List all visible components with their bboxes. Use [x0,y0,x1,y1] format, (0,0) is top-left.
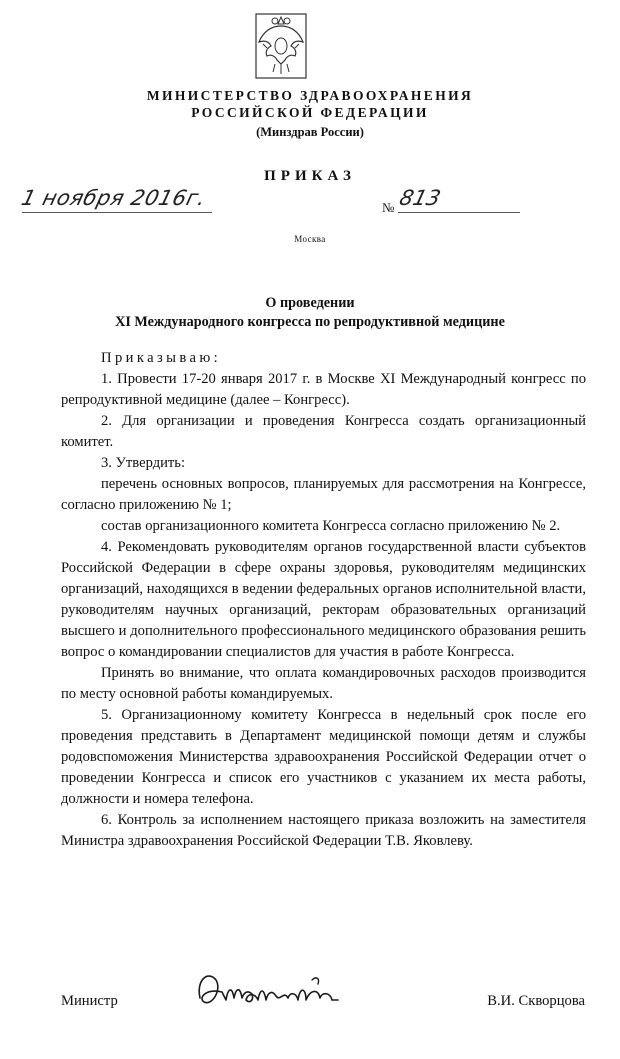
paragraph-4-note: Принять во внимание, что оплата командировочных расходов производится по месту основной работы командируемых. [61,665,586,702]
document-title-line2: XI Международного конгресса по репродуктивной медицине [115,314,505,330]
paragraph-6: 6. Контроль за исполнением настоящего приказа возложить на заместителя Министра здравоохранения Российской Федерации Т.В. Яковлеву. [61,812,586,849]
number-underline [398,212,520,213]
document-date: 1 ноября 2016г. [19,186,209,210]
date-underline [22,212,212,213]
document-city: Москва [294,234,326,244]
number-sign: № [382,200,395,215]
document-title-line1: О проведении [265,295,355,311]
paragraph-3: 3. Утвердить: [101,455,186,471]
signatory-name: В.И. Скворцова [487,993,585,1009]
paragraph-1: 1. Провести 17-20 января 2017 г. в Москве XI Международный конгресс по репродуктивной медицине (далее – Конгресс). [61,371,586,408]
paragraph-2: 2. Для организации и проведения Конгресса создать организационный комитет. [61,413,586,450]
paragraph-3-item-1: перечень основных вопросов, планируемых для рассмотрения на Конгрессе, согласно приложению № 1; [61,476,586,513]
order-phrase: Приказываю: [101,350,222,366]
handwritten-signature [192,958,382,1022]
ministry-name-line1: МИНИСТЕРСТВО ЗДРАВООХРАНЕНИЯ [146,88,474,103]
document-number: 813 [397,186,444,210]
paragraph-3-item-2: состав организационного комитета Конгресса согласно приложению № 2. [101,518,561,534]
coat-of-arms-icon [253,12,309,82]
document-body [61,348,586,852]
ministry-short-name: (Минздрав России) [256,125,364,139]
paragraph-4: 4. Рекомендовать руководителям органов государственной власти субъектов Российской Федерации в сфере охраны здоровья, руководителям медицинских организаций, находящихся в ведении федеральных органов исполнительной власти, руководителям научных организаций, ректорам образовательных организаций высшего и дополнительного профессионального медицинского образования решить вопрос о командировании специалистов для участия в работе Конгресса. [61,539,586,660]
ministry-name-line2: РОССИЙСКОЙ ФЕДЕРАЦИИ [191,105,429,120]
paragraph-5: 5. Организационному комитету Конгресса в недельный срок после его проведения представить в Департамент медицинской помощи детям и службы родовспоможения Министерства здравоохранения Российской Федерации отчет о проведении Конгресса и список его участников с указанием их места работы, должности и номера телефона. [61,707,586,807]
signatory-position: Министр [61,993,118,1009]
document-type: ПРИКАЗ [264,168,356,184]
